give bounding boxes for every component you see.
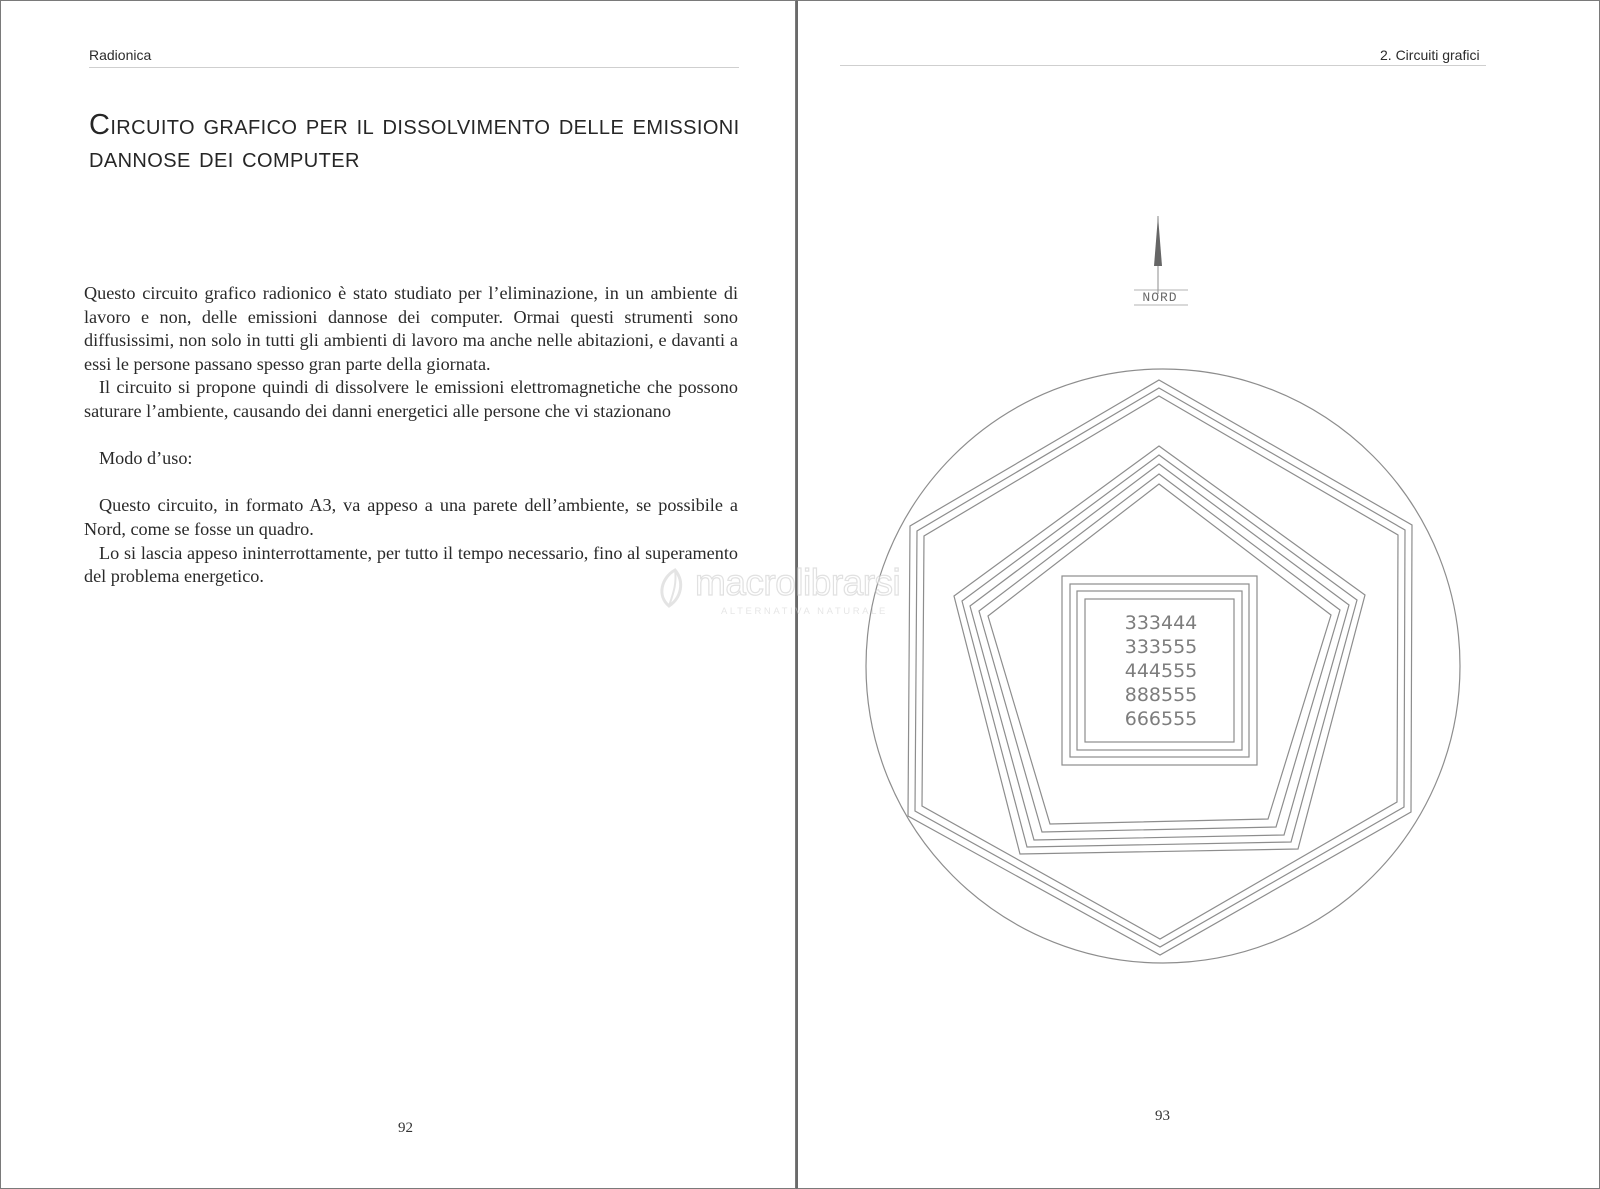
paragraph-instructions: Questo circuito, in formato A3, va appeso a una parete dell’ambiente, se possibile a Nord, come se fosse un quadro. xyxy=(84,495,738,539)
page-number-right: 93 xyxy=(1155,1108,1170,1124)
circuit-code: 666555 xyxy=(1124,708,1198,730)
circuit-codes xyxy=(1125,612,1198,730)
watermark-name: macrolibrarsi xyxy=(695,562,901,603)
circuit-code: 444555 xyxy=(1124,660,1198,682)
circuit-code: 333444 xyxy=(1124,612,1198,634)
north-indicator xyxy=(1134,216,1188,305)
page-number-left: 92 xyxy=(398,1120,413,1136)
paragraph-duration: Lo si lascia appeso ininterrottamente, per tutto il tempo necessario, fino al superamento del problema energetico. xyxy=(84,542,738,587)
running-head-left: Radionica xyxy=(89,47,152,63)
running-head-right: 2. Circuiti grafici xyxy=(1380,47,1480,63)
page-title: Circuito grafico per il dissolvimento delle emissioni dannose dei computer xyxy=(89,109,740,174)
paragraph-purpose: Il circuito si propone quindi di dissolvere le emissioni elettromagnetiche che possono saturare l’ambiente, causando dei danni energetici alle persone che vi stazionano xyxy=(84,377,738,421)
north-arrow-icon xyxy=(1154,216,1162,266)
circuit-code: 888555 xyxy=(1124,684,1198,706)
watermark-tagline: ALTERNATIVA NATURALE xyxy=(721,606,888,617)
paragraph-usage-heading: Modo d’uso: xyxy=(99,448,193,469)
north-label: NORD xyxy=(1142,290,1178,305)
paragraph-intro: Questo circuito grafico radionico è stato studiato per l’eliminazione, in un ambiente di lavoro e non, delle emissioni dannose dei computer. Ormai questi strumenti sono diffusissimi, non solo in tutti gli ambienti di lavoro ma anche nelle abitazioni, e davanti a essi le persone passano spesso gran parte della giornata. xyxy=(84,283,738,374)
circuit-code: 333555 xyxy=(1124,636,1198,658)
